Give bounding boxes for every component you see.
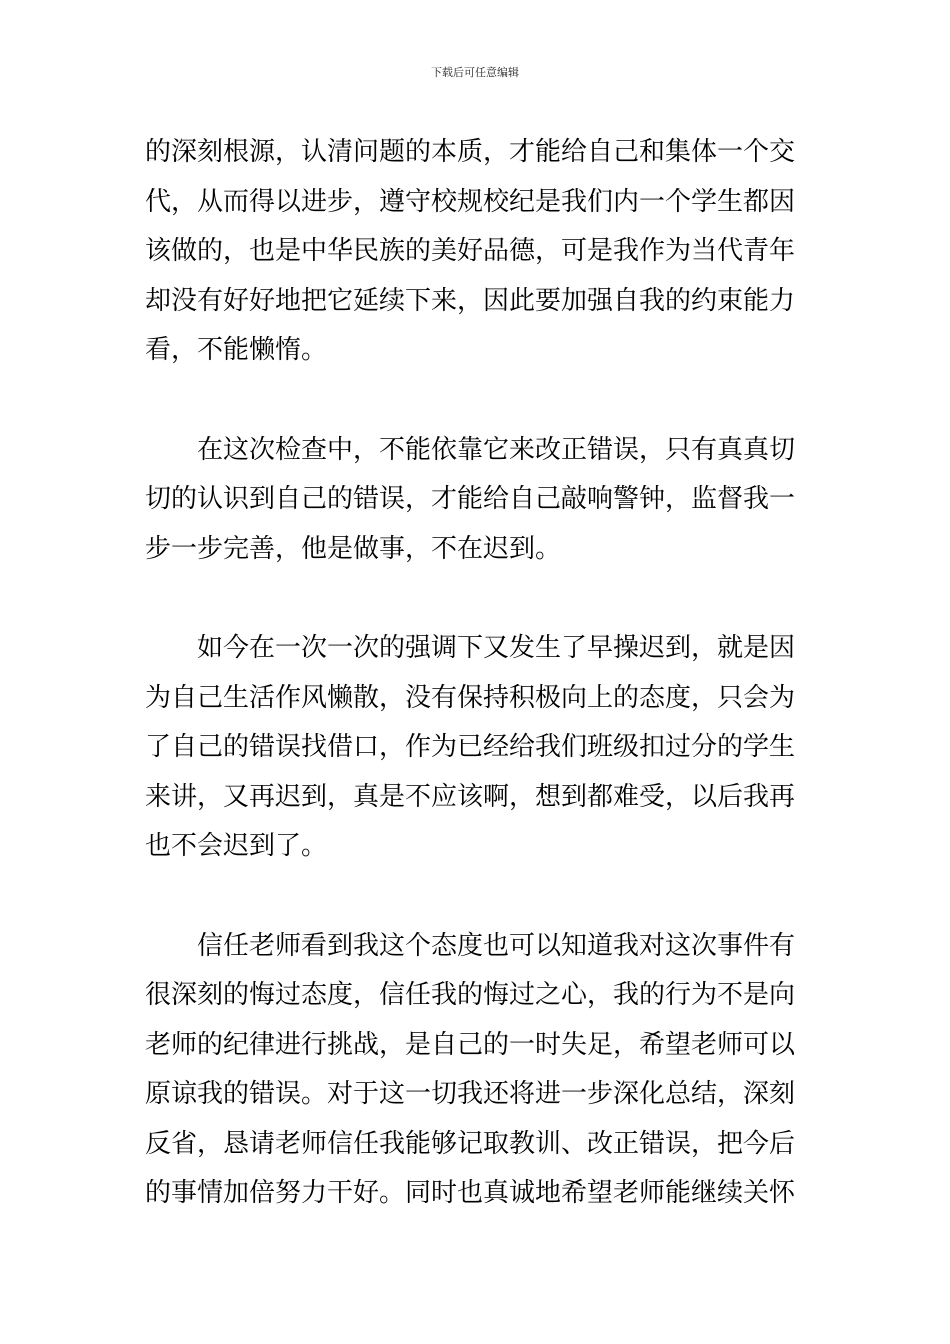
paragraph-4: 信任老师看到我这个态度也可以知道我对这次事件有很深刻的悔过态度，信任我的悔过之心，我的行为不是向老师的纪律进行挑战，是自己的一时失足，希望老师可以原谅我的错误。对于这一切我还将进一步深化总结，深刻反省，恳请老师信任我能够记取教训、改正错误，把今后的事情加倍努力干好。同时也真诚地希望老师能继续关怀 <box>145 930 796 1209</box>
document-body <box>145 128 809 1219</box>
paragraph-2: 在这次检查中，不能依靠它来改正错误，只有真真切切的认识到自己的错误，才能给自己敲响警钟，监督我一步一步完善，他是做事，不在迟到。 <box>145 434 796 564</box>
paragraph-1: 的深刻根源，认清问题的本质，才能给自己和集体一个交代，从而得以进步，遵守校规校纪是我们内一个学生都因该做的，也是中华民族的美好品德，可是我作为当代青年却没有好好地把它延续下来，因此要加强自我的约束能力看，不能懒惰。 <box>145 137 796 366</box>
paragraph-3: 如今在一次一次的强调下又发生了早操迟到，就是因为自己生活作风懒散，没有保持积极向上的态度，只会为了自己的错误找借口，作为已经给我们班级扣过分的学生来讲，又再迟到，真是不应该啊，想到都难受，以后我再也不会迟到了。 <box>145 632 796 862</box>
page-header: 下载后可任意编辑 <box>431 66 519 79</box>
